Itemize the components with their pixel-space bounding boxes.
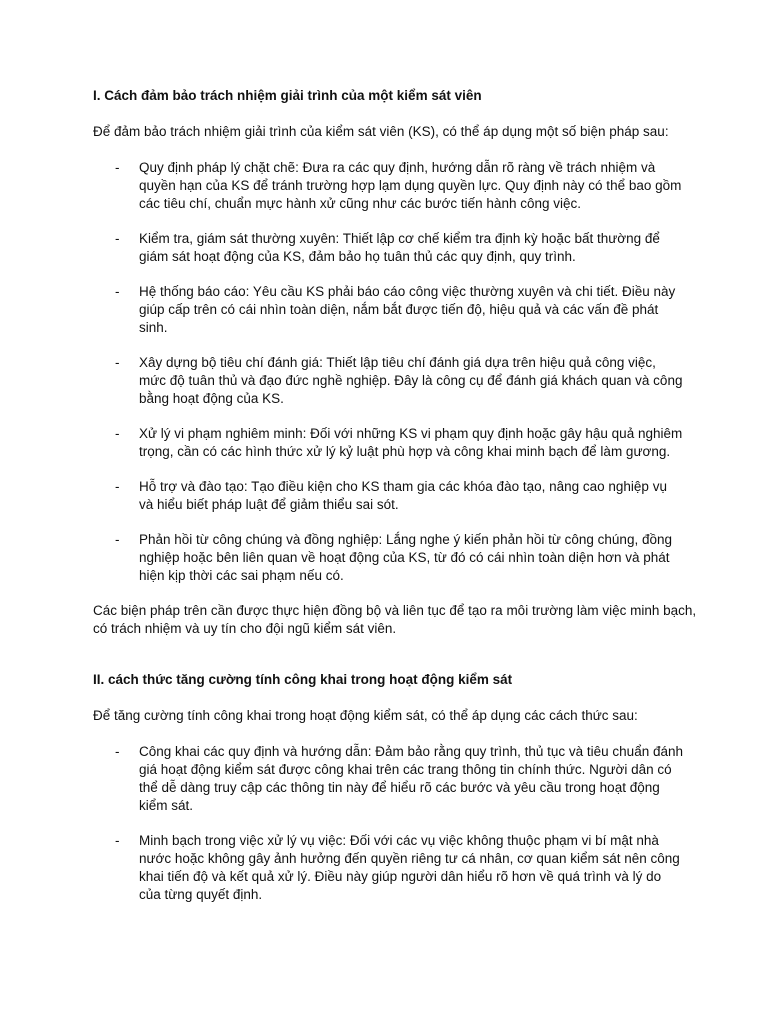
list-item (93, 478, 698, 514)
section1-heading: I. Cách đảm bảo trách nhiệm giải trình của một kiểm sát viên (93, 88, 482, 103)
bullet-dash: - (115, 833, 120, 848)
bullet-dash: - (115, 160, 120, 175)
bullet-dash: - (115, 479, 120, 494)
bullet-dash: - (115, 744, 120, 759)
list-item-text: Hỗ trợ và đào tạo: Tạo điều kiện cho KS tham gia các khóa đào tạo, nâng cao nghiệp vụ và hiểu biết pháp luật để giảm thiểu sai sót. (139, 479, 667, 512)
list-item-text: Phản hồi từ công chúng và đồng nghiệp: Lắng nghe ý kiến phản hồi từ công chúng, đồng nghiệp hoặc bên liên quan về hoạt động của KS, từ đó có cái nhìn toàn diện hơn và phát hiện kịp thời các sai phạm nếu có. (139, 532, 672, 583)
list-item (93, 531, 698, 585)
section2-list (93, 743, 698, 904)
list-item-text: Hệ thống báo cáo: Yêu cầu KS phải báo cáo công việc thường xuyên và chi tiết. Điều này giúp cấp trên có cái nhìn toàn diện, nắm bắt được tiến độ, hiệu quả và các vấn đề phát sinh. (139, 284, 676, 335)
section2-heading: II. cách thức tăng cường tính công khai trong hoạt động kiểm sát (93, 672, 513, 687)
list-item (93, 354, 698, 408)
section1-intro: Để đảm bảo trách nhiệm giải trình của kiểm sát viên (KS), có thể áp dụng một số biện pháp sau: (93, 124, 669, 139)
section1-list (93, 159, 698, 585)
list-item (93, 283, 698, 337)
list-item-text: Kiểm tra, giám sát thường xuyên: Thiết lập cơ chế kiểm tra định kỳ hoặc bất thường để giám sát hoạt động của KS, đảm bảo họ tuân thủ các quy định, quy trình. (139, 231, 660, 264)
list-item (93, 832, 698, 904)
list-item-text: Xây dựng bộ tiêu chí đánh giá: Thiết lập tiêu chí đánh giá dựa trên hiệu quả công việc, mức độ tuân thủ và đạo đức nghề nghiệp. Đây là công cụ để đánh giá khách quan và công bằng hoạt động của KS. (139, 355, 683, 406)
list-item-text: Xử lý vi phạm nghiêm minh: Đối với những KS vi phạm quy định hoặc gây hậu quả nghiêm trọng, cần có các hình thức xử lý kỷ luật phù hợp và công khai minh bạch để làm gương. (139, 426, 683, 459)
list-item-text: Minh bạch trong việc xử lý vụ việc: Đối với các vụ việc không thuộc phạm vi bí mật nhà nước hoặc không gây ảnh hưởng đến quyền riêng tư cá nhân, cơ quan kiểm sát nên công khai tiến độ và kết quả xử lý. Điều này giúp người dân hiểu rõ hơn về quá trình và lý do của từng quyết định. (139, 833, 680, 902)
list-item (93, 425, 698, 461)
list-item-text: Quy định pháp lý chặt chẽ: Đưa ra các quy định, hướng dẫn rõ ràng về trách nhiệm và quyền hạn của KS để tránh trường hợp lạm dụng quyền lực. Quy định này có thể bao gồm các tiêu chí, chuẩn mực hành xử cũng như các bước tiến hành công việc. (139, 160, 682, 211)
list-item-text: Công khai các quy định và hướng dẫn: Đảm bảo rằng quy trình, thủ tục và tiêu chuẩn đánh giá hoạt động kiểm sát được công khai trên các trang thông tin chính thức. Người dân có thể dễ dàng truy cập các thông tin này để hiểu rõ các bước và yêu cầu trong hoạt động kiểm sát. (139, 744, 683, 813)
section1-conclusion: Các biện pháp trên cần được thực hiện đồng bộ và liên tục để tạo ra môi trường làm việc minh bạch, có trách nhiệm và uy tín cho đội ngũ kiểm sát viên. (93, 603, 697, 636)
list-item (93, 743, 698, 815)
bullet-dash: - (115, 284, 120, 299)
bullet-dash: - (115, 355, 120, 370)
bullet-dash: - (115, 231, 120, 246)
list-item (93, 230, 698, 266)
section2-intro: Để tăng cường tính công khai trong hoạt động kiểm sát, có thể áp dụng các cách thức sau: (93, 708, 638, 723)
bullet-dash: - (115, 532, 120, 547)
bullet-dash: - (115, 426, 120, 441)
list-item (93, 159, 698, 213)
